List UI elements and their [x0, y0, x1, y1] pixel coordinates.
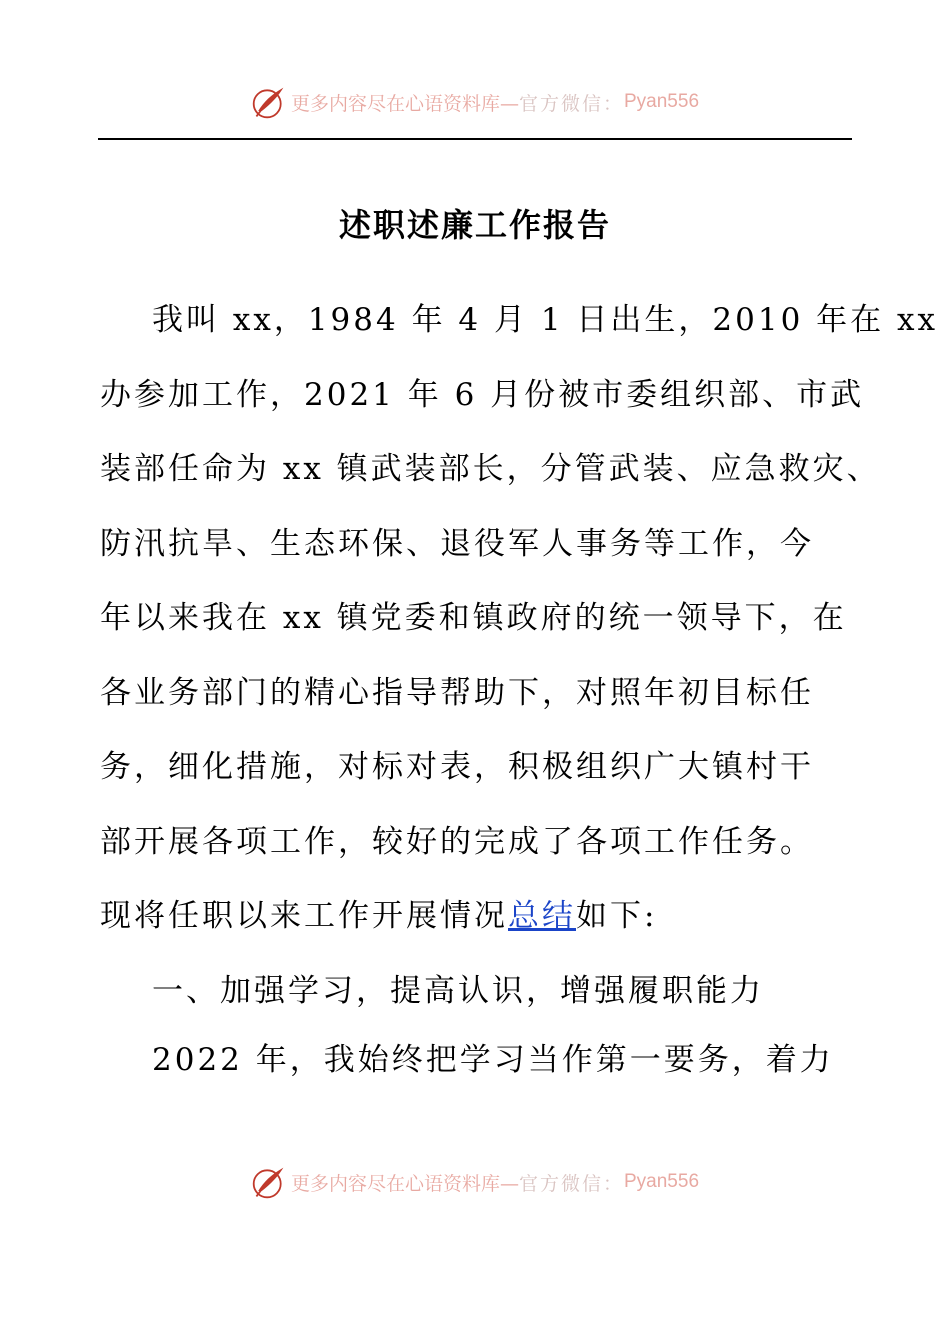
summary-link[interactable]: 总结	[508, 898, 576, 934]
quill-pen-logo-icon	[251, 1164, 287, 1200]
paragraph-line: 部开展各项工作，较好的完成了各项工作任务。	[100, 823, 814, 860]
paragraph-line: 防汛抗旱、生态环保、退役军人事务等工作，今	[100, 525, 814, 562]
banner-wechat-label: 官方微信：	[518, 1172, 624, 1195]
document-title: 述职述廉工作报告	[338, 206, 611, 244]
paragraph-line: 我叫 xx，1984 年 4 月 1 日出生，2010 年在 xx	[152, 302, 938, 338]
header-banner	[0, 80, 950, 124]
section-heading: 一、加强学习，提高认识，增强履职能力	[152, 972, 764, 1009]
paragraph-line: 办参加工作，2021 年 6 月份被市委组织部、市武	[100, 376, 865, 413]
banner-wechat-label: 官方微信：	[518, 92, 624, 115]
paragraph-line: 2022 年，我始终把学习当作第一要务，着力	[152, 1041, 834, 1078]
footer-banner	[0, 1160, 950, 1204]
document-body	[100, 290, 938, 1104]
banner-wechat-id: Pyan556	[624, 91, 700, 112]
paragraph-line: 务，细化措施，对标对表，积极组织广大镇村干	[100, 749, 814, 785]
paragraph-line: 年以来我在 xx 镇党委和镇政府的统一领导下，在	[100, 600, 847, 636]
banner-text: 更多内容尽在心语资料库—	[290, 92, 519, 115]
quill-pen-logo-icon	[251, 84, 287, 120]
banner-wechat-id: Pyan556	[624, 1171, 700, 1192]
paragraph-line: 装部任命为 xx 镇武装部长，分管武装、应急救灾、	[100, 451, 881, 487]
banner-text: 更多内容尽在心语资料库—	[290, 1172, 519, 1195]
paragraph-last-line	[100, 886, 870, 961]
header-divider	[98, 138, 852, 140]
paragraph-line: 各业务部门的精心指导帮助下，对照年初目标任	[100, 674, 814, 711]
paragraph-text: 现将任职以来工作开展情况	[100, 898, 508, 934]
paragraph-text: 如下:	[576, 898, 658, 934]
